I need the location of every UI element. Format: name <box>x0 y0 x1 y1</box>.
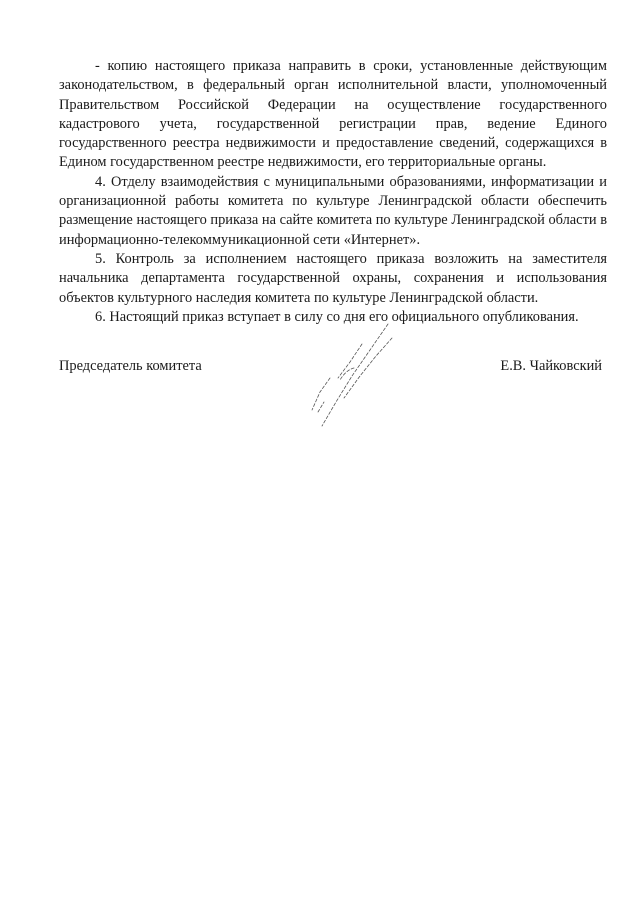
signatory-position: Председатель комитета <box>59 358 202 374</box>
document-body <box>59 57 607 327</box>
paragraph-send-copy: - копию настоящего приказа направить в сроки, установленные действующим законодательством, в федеральный орган исполнительной власти, уполномоченный Правительством Российской Федерации на осуществление государственного кадастрового учета, государственной регистрации прав, ведение Единого государственного реестра недвижимости и предоставление сведений, содержащихся в Едином государственном реестре недвижимости, его территориальные органы. <box>59 58 607 171</box>
signatory-name: Е.В. Чайковский <box>500 358 602 374</box>
paragraph-item-5: 5. Контроль за исполнением настоящего приказа возложить на заместителя начальника департамента государственной охраны, сохранения и использования объектов культурного наследия комитета по культуре Ленинградской области. <box>59 250 607 306</box>
handwritten-signature <box>300 318 400 433</box>
paragraph-item-6: 6. Настоящий приказ вступает в силу со дня его официального опубликования. <box>95 308 579 325</box>
paragraph-item-4: 4. Отделу взаимодействия с муниципальными образованиями, информатизации и организационной работы комитета по культуре Ленинградской области обеспечить размещение настоящего приказа на сайте комитета по культуре Ленинградской области в информационно-телекоммуникационной сети «Интернет». <box>59 173 607 248</box>
